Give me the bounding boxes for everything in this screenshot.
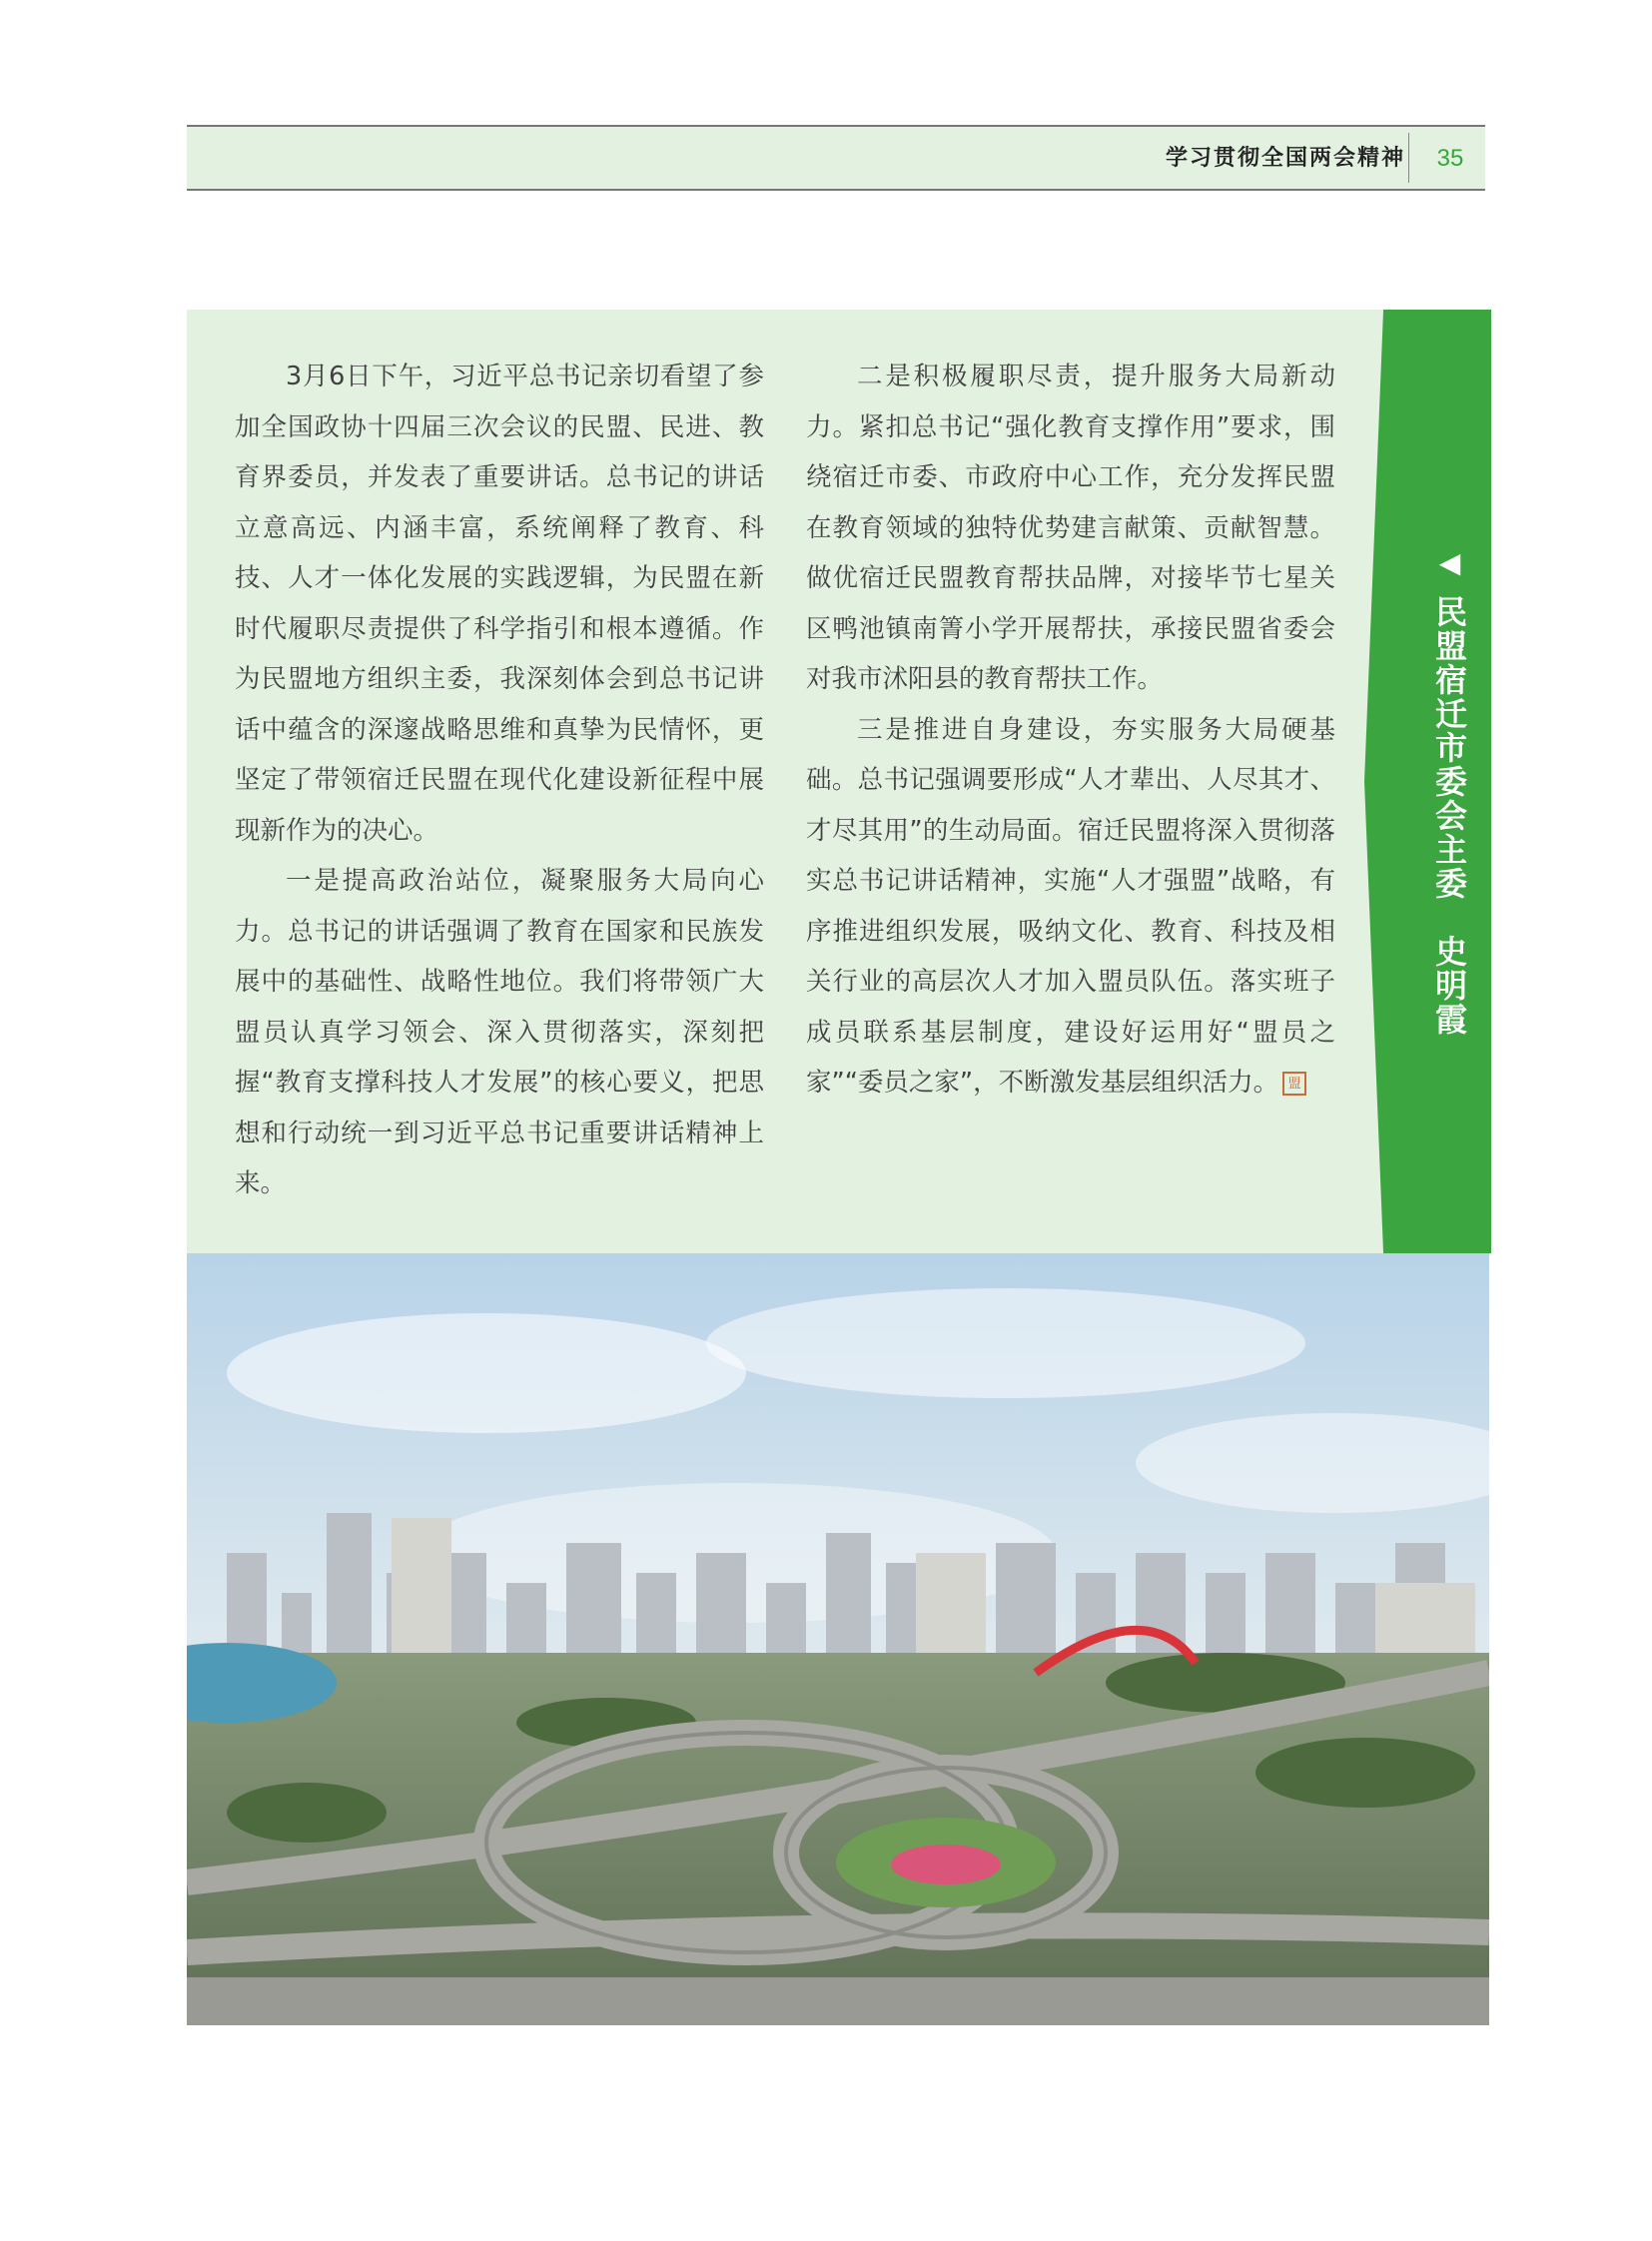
paragraph [806,705,1335,1109]
page-number: 35 [1436,145,1464,172]
arrow-left-icon: ◀ [1433,546,1466,581]
paragraph: 3月6日下午，习近平总书记亲切看望了参加全国政协十四届三次会议的民盟、民进、教育界委员，并发表了重要讲话。总书记的讲话立意高远、内涵丰富，系统阐释了教育、科技、人才一体化发展的实践逻辑，为民盟在新时代履职尽责提供了科学指引和根本遵循。作为民盟地方组织主委，我深刻体会到总书记讲话中蕴含的深邃战略思维和真挚为民情怀，更坚定了带领宿迁民盟在现代化建设新征程中展现新作为的决心。 [235,362,764,846]
section-title: 学习贯彻全国两会精神 [1165,145,1405,171]
article-right-column [806,352,1335,1109]
running-header [187,125,1485,191]
article-left-column [235,352,764,1209]
city-interchange-photo [187,1253,1489,2025]
paragraph: 一是提高政治站位，凝聚服务大局向心力。总书记的讲话强调了教育在国家和民族发展中的基础性、战略性地位。我们将带领广大盟员认真学习领会、深入贯彻落实，深刻把握“教育支撑科技人才发展”的核心要义，把思想和行动统一到习近平总书记重要讲话精神上来。 [235,866,764,1198]
end-seal-icon: 盟 [1282,1072,1306,1096]
author-name: 民盟宿迁市委会主委 史明霞 [1430,595,1468,1037]
paragraph: 二是积极履职尽责，提升服务大局新动力。紧扣总书记“强化教育支撑作用”要求，围绕宿迁市委、市政府中心工作，充分发挥民盟在教育领域的独特优势建言献策、贡献智慧。做优宿迁民盟教育帮扶品牌，对接毕节七星关区鸭池镇南箐小学开展帮扶，承接民盟省委会对我市沭阳县的教育帮扶工作。 [806,362,1335,694]
author-label [1426,546,1472,1037]
paragraph-text: 三是推进自身建设，夯实服务大局硬基础。总书记强调要形成“人才辈出、人尽其才、才尽其用”的生动局面。宿迁民盟将深入贯彻落实总书记讲话精神，实施“人才强盟”战略，有序推进组织发展，吸纳文化、教育、科技及相关行业的高层次人才加入盟员队伍。落实班子成员联系基层制度，建设好运用好“盟员之家”“委员之家”，不断激发基层组织活力。 [806,714,1335,1098]
header-divider [1408,133,1409,183]
